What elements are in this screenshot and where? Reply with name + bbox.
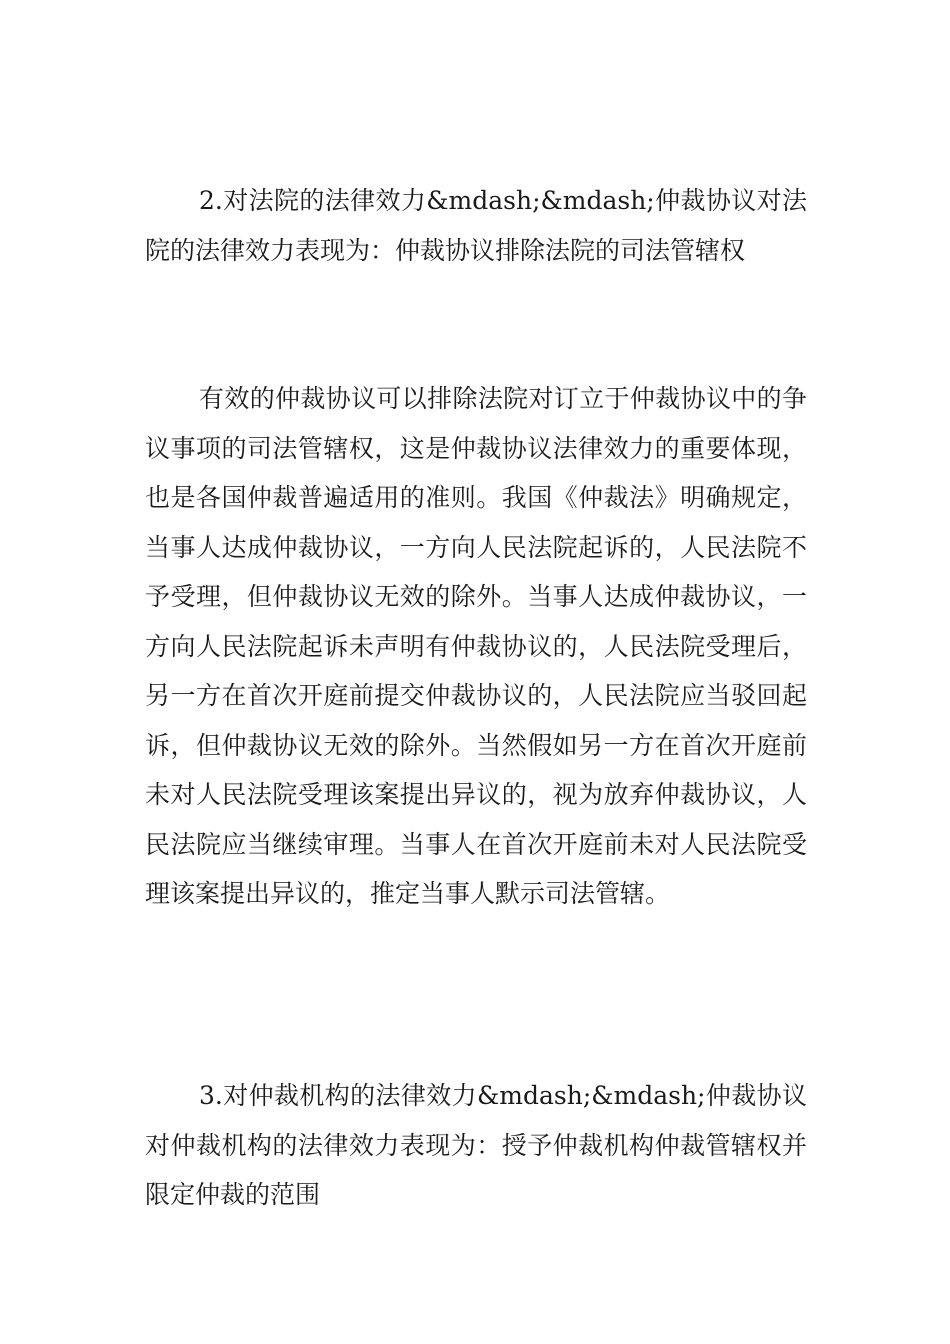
- body-paragraph-jurisdiction: 有效的仲裁协议可以排除法院对订立于仲裁协议中的争议事项的司法管辖权，这是仲裁协议法律效力的重要体现，也是各国仲裁普遍适用的准则。我国《仲裁法》明确规定，当事人达成仲裁协议，一方向人民法院起诉的，人民法院不予受理，但仲裁协议无效的除外。当事人达成仲裁协议，一方向人民法院起诉未声明有仲裁协议的，人民法院受理后，另一方在首次开庭前提交仲裁协议的，人民法院应当驳回起诉，但仲裁协议无效的除外。当然假如另一方在首次开庭前未对人民法院受理该案提出异议的，视为放弃仲裁协议，人民法院应当继续审理。当事人在首次开庭前未对人民法院受理该案提出异议的，推定当事人默示司法管辖。: [145, 384, 807, 908]
- section-heading-arbitration-effect: 3.对仲裁机构的法律效力&mdash;&mdash;仲裁协议对仲裁机构的法律效力表现为：授予仲裁机构仲裁管辖权并限定仲裁的范围: [145, 1081, 807, 1209]
- section-heading-court-effect: 2.对法院的法律效力&mdash;&mdash;仲裁协议对法院的法律效力表现为：仲裁协议排除法院的司法管辖权: [145, 186, 807, 265]
